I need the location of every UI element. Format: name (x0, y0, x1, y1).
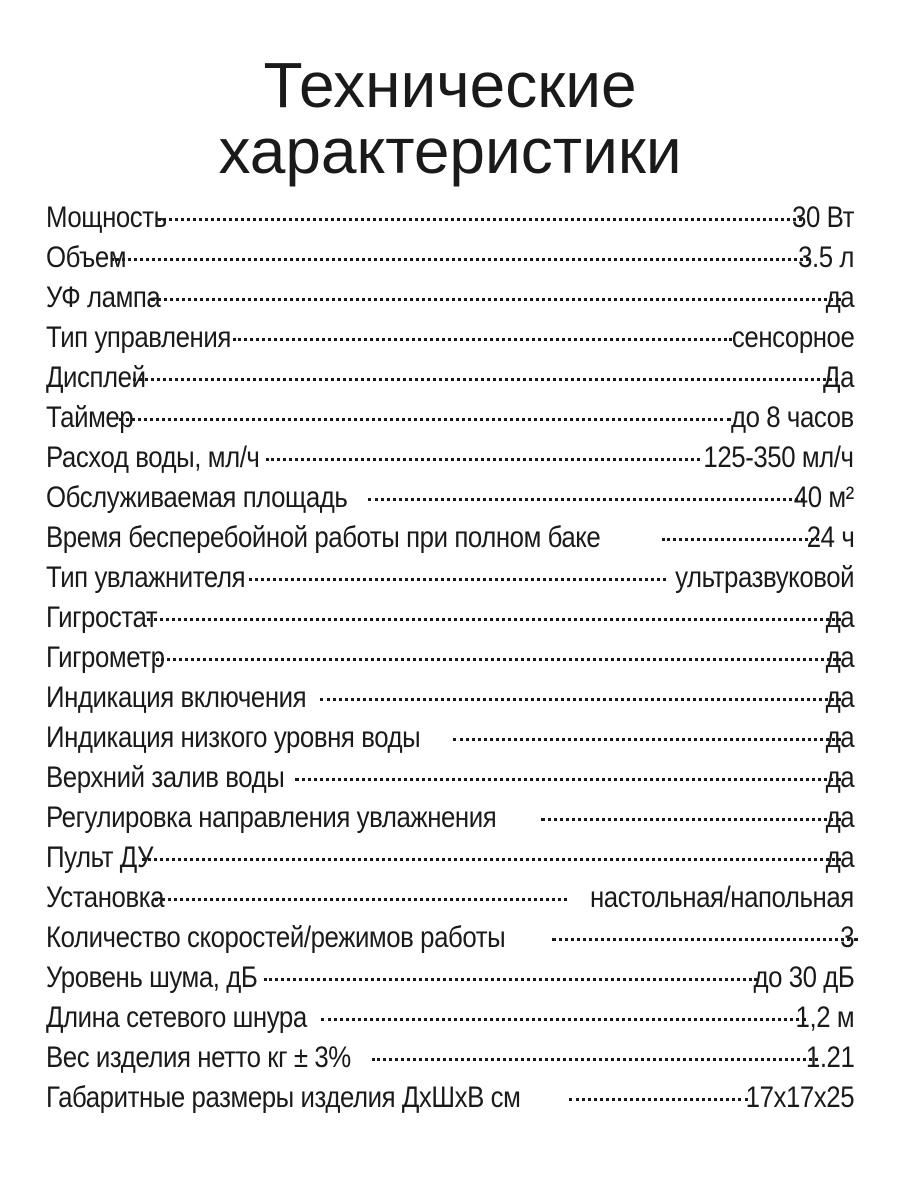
page-title (46, 0, 854, 187)
spec-label: Объем (46, 241, 127, 274)
spec-row (46, 718, 854, 758)
spec-value: сенсорное (731, 321, 854, 354)
dot-leader (233, 338, 732, 341)
dot-leader (552, 938, 858, 941)
spec-value: 1,2 м (795, 1001, 854, 1034)
spec-value: да (825, 801, 854, 834)
spec-label: Установка (46, 881, 165, 914)
spec-label: Мощность (46, 201, 167, 234)
spec-value: до 8 часов (731, 401, 854, 434)
spec-label: Индикация включения (46, 681, 307, 714)
dot-leader (111, 258, 809, 261)
spec-row (46, 238, 854, 278)
spec-value: 1.21 (805, 1041, 854, 1074)
spec-row (46, 998, 854, 1038)
dot-leader (147, 618, 841, 621)
spec-value: Да (823, 361, 854, 394)
spec-row (46, 918, 854, 958)
dot-leader (155, 898, 567, 901)
spec-row (46, 438, 854, 478)
dot-leader (264, 978, 757, 981)
spec-label: Тип увлажнителя (46, 561, 246, 594)
spec-value: ультразвуковой (674, 561, 854, 594)
spec-row (46, 598, 854, 638)
spec-row (46, 638, 854, 678)
spec-row (46, 518, 854, 558)
spec-row (46, 478, 854, 518)
spec-label: Количество скоростей/режимов работы (46, 921, 506, 954)
dot-leader (249, 578, 666, 581)
spec-value: 30 Вт (792, 201, 854, 234)
dot-leader (156, 658, 841, 661)
page-title-line-2: характеристики (218, 115, 682, 187)
dot-leader (295, 778, 841, 781)
spec-row (46, 758, 854, 798)
spec-value: 24 ч (806, 521, 854, 554)
spec-value: да (825, 281, 854, 314)
spec-label: Дисплей (46, 361, 146, 394)
spec-label: Регулировка направления увлажнения (46, 801, 497, 834)
spec-label: Тип управления (46, 321, 231, 354)
spec-label: Гигрометр (46, 641, 165, 674)
spec-label: Верхний залив воды (46, 761, 285, 794)
spec-row (46, 558, 854, 598)
spec-value: до 30 дБ (753, 961, 854, 994)
spec-value: 3 (840, 921, 854, 954)
spec-row (46, 878, 854, 918)
dot-leader (119, 418, 731, 421)
dot-leader (320, 698, 841, 701)
spec-value: да (825, 601, 854, 634)
spec-value: да (825, 641, 854, 674)
spec-label: Таймер (46, 401, 134, 434)
spec-row (46, 398, 854, 438)
dot-leader (372, 1058, 818, 1061)
spec-value: да (825, 841, 854, 874)
spec-row (46, 958, 854, 998)
dot-leader (662, 538, 819, 541)
spec-row (46, 278, 854, 318)
spec-row (46, 678, 854, 718)
dot-leader (541, 818, 841, 821)
spec-value: 40 м² (793, 481, 854, 514)
spec-row (46, 318, 854, 358)
spec-label: Обслуживаемая площадь (46, 481, 348, 514)
spec-value: да (825, 721, 854, 754)
dot-leader (569, 1098, 748, 1101)
dot-leader (266, 458, 700, 461)
spec-label: УФ лампа (46, 281, 161, 314)
spec-value: настольная/напольная (590, 881, 854, 914)
spec-value: да (825, 681, 854, 714)
spec-row (46, 198, 854, 238)
dot-leader (151, 298, 841, 301)
dot-leader (321, 1018, 806, 1021)
spec-label: Вес изделия нетто кг ± 3% (46, 1041, 351, 1074)
spec-value: 17x17x25 (745, 1081, 854, 1114)
spec-label: Индикация низкого уровня воды (46, 721, 421, 754)
dot-leader (133, 378, 838, 381)
spec-row (46, 798, 854, 838)
dot-leader (158, 218, 802, 221)
dot-leader (368, 498, 804, 501)
spec-list (46, 198, 854, 1118)
spec-label: Габаритные размеры изделия ДхШхВ см (46, 1081, 521, 1114)
spec-row (46, 1038, 854, 1078)
spec-label: Пульт ДУ (46, 841, 154, 874)
dot-leader (142, 858, 841, 861)
spec-label: Время бесперебойной работы при полном баке (46, 521, 601, 554)
spec-label: Расход воды, мл/ч (46, 441, 260, 474)
spec-label: Длина сетевого шнура (46, 1001, 307, 1034)
dot-leader (453, 738, 841, 741)
spec-label: Гигростат (46, 601, 158, 634)
page-title-line-1: Технические (263, 49, 637, 121)
spec-value: 125-350 мл/ч (703, 441, 854, 474)
spec-value: 3.5 л (798, 241, 854, 274)
spec-row (46, 358, 854, 398)
spec-row (46, 1078, 854, 1118)
spec-value: да (825, 761, 854, 794)
spec-row (46, 838, 854, 878)
spec-label: Уровень шума, дБ (46, 961, 258, 994)
